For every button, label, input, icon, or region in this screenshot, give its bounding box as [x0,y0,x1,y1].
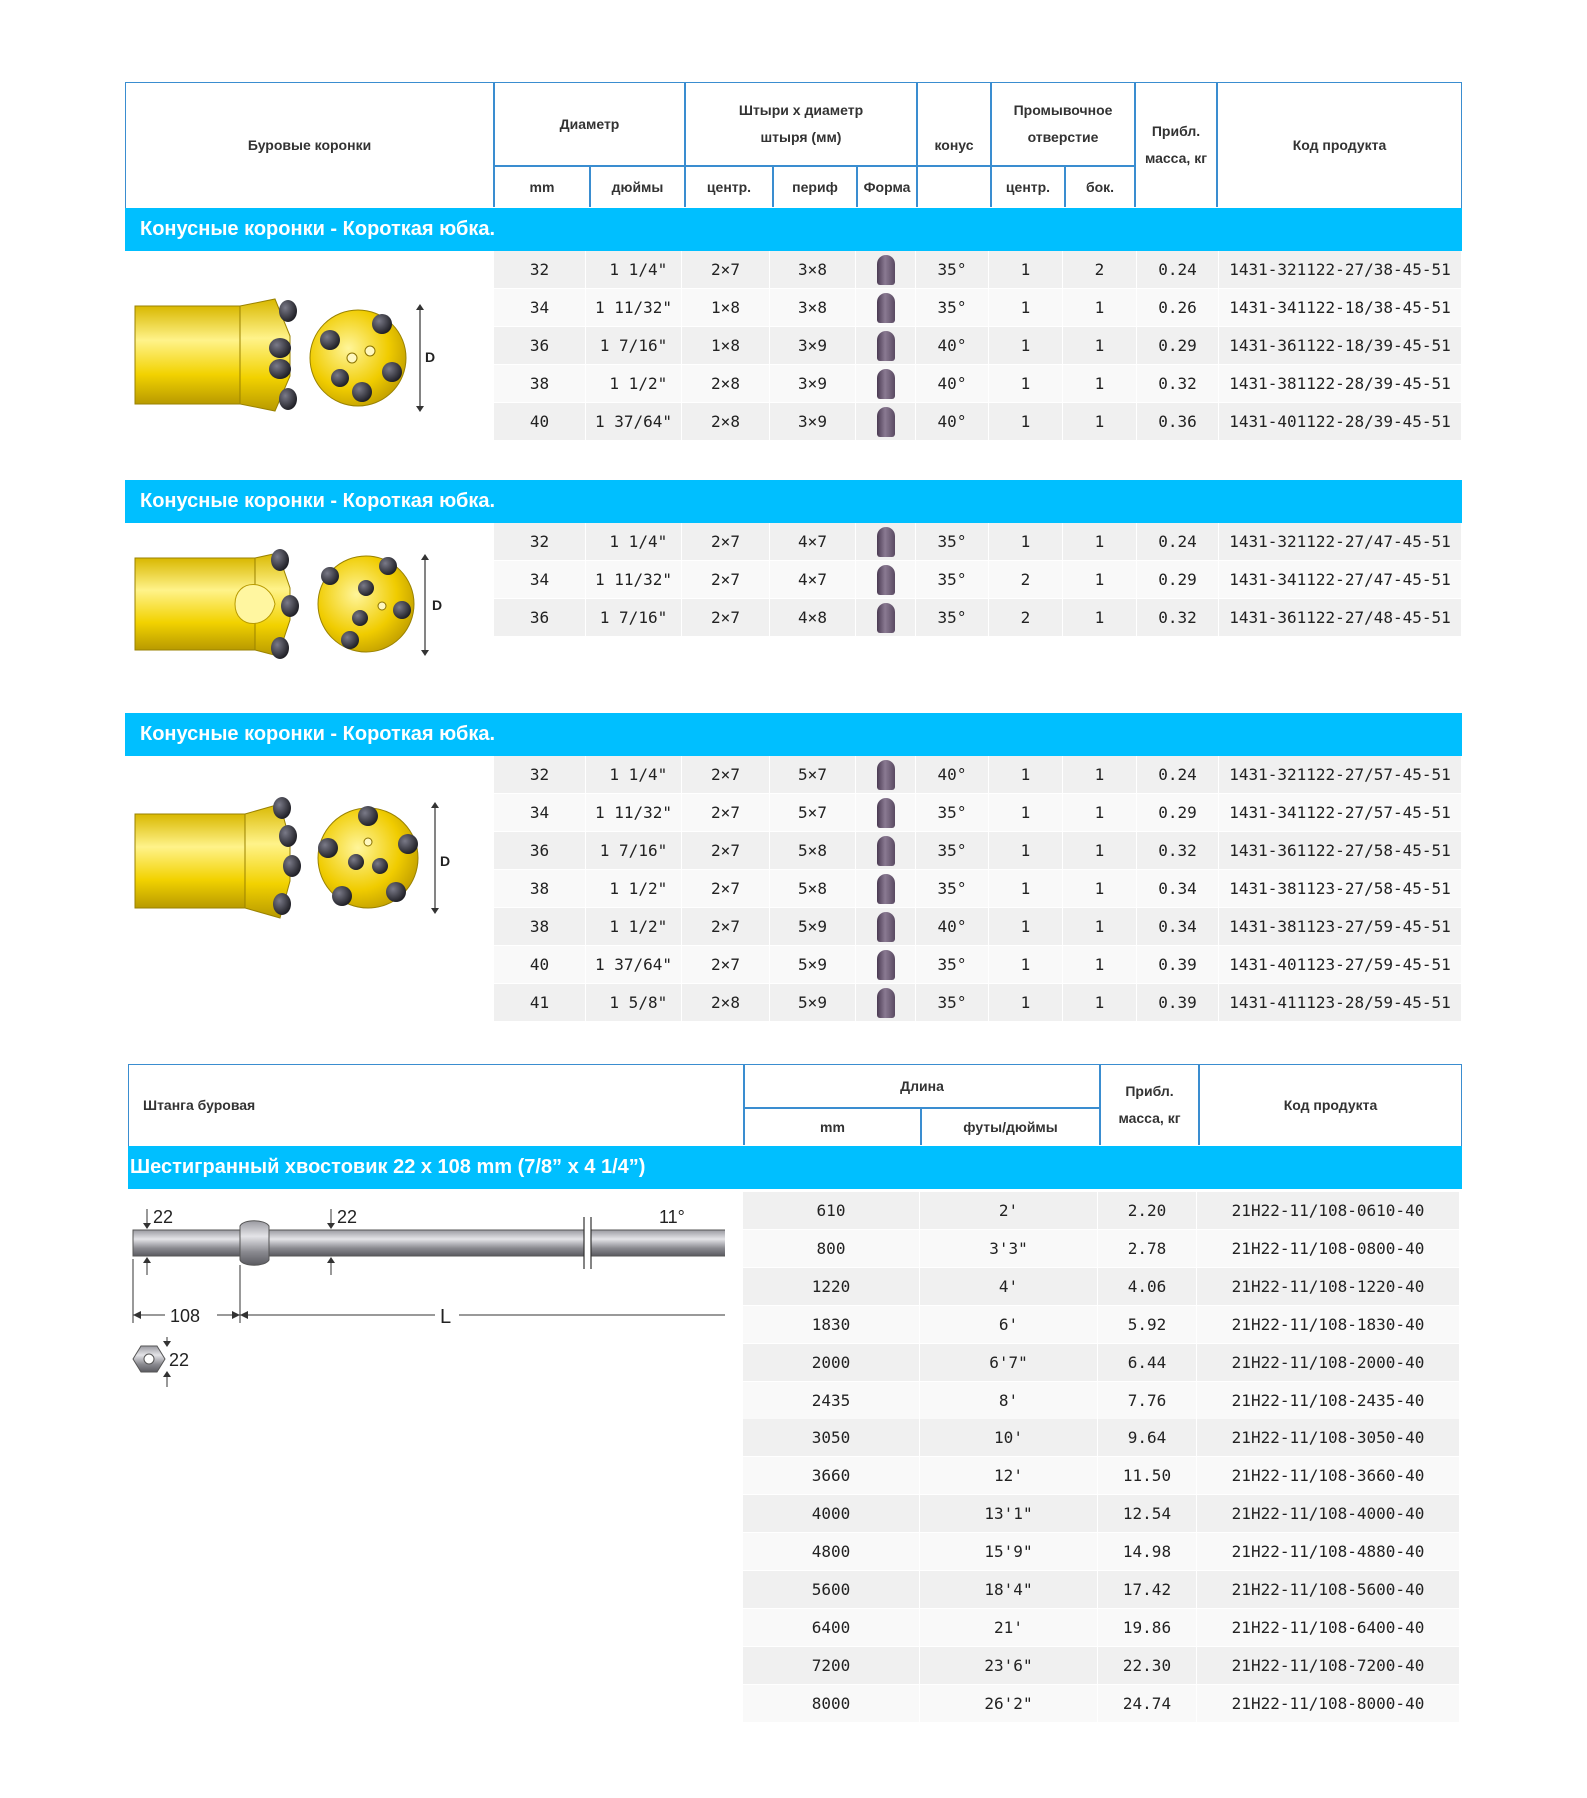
bit-cell: 1 [989,908,1063,945]
bit-cell: 5×7 [770,794,856,831]
bit-cell: 4×7 [770,523,856,560]
weight-header: Прибл. масса, кг [1144,123,1208,166]
bit-cell: 1 1/4" [586,523,682,560]
bit-row [494,908,1462,945]
rod-cell: 6'7" [920,1344,1098,1381]
bit-cell: 1 [989,403,1063,440]
rod-cell: 21H22-11/108-1220-40 [1197,1268,1460,1305]
bit-cell: 35° [916,251,989,288]
button-shape-cell [856,289,916,326]
bit-cell: 1 [989,794,1063,831]
rod-section-bar [128,1146,1462,1189]
rod-row [743,1306,1460,1343]
bit-cell: 40 [494,946,586,983]
bit-cell: 1 [1063,756,1137,793]
bit-cell: 2×8 [682,365,770,402]
section-title-3: Конусные коронки - Короткая юбка. [140,723,496,745]
rod-cell: 10' [920,1419,1098,1456]
bit-cell: 36 [494,327,586,364]
bit-cell: 2×8 [682,984,770,1021]
bit-cell: 3×8 [770,251,856,288]
bit-cell: 35° [916,946,989,983]
rod-row [743,1268,1460,1305]
bit-cell: 35° [916,289,989,326]
bit-cell: 40° [916,756,989,793]
length-header: Длина [900,1077,944,1094]
rod-cell: 800 [743,1230,920,1267]
rod-row [743,1382,1460,1419]
rod-diagram [125,1195,725,1395]
bit-cell: 1 [989,289,1063,326]
bit-cell: 1431-401122-28/39-45-51 [1219,403,1462,440]
diameter-label-2: D [432,597,443,613]
button-shape-icon [877,255,895,285]
bit-row [494,794,1462,831]
bit-cell: 2 [1063,251,1137,288]
bit-cell: 1 [1063,523,1137,560]
bit-illustration-3 [130,796,450,926]
rod-title: Штанга буровая [143,1096,256,1113]
bit-cell: 41 [494,984,586,1021]
bit-cell: 1431-361122-27/58-45-51 [1219,832,1462,869]
button-shape-cell [856,327,916,364]
bit-cell: 2×7 [682,251,770,288]
bit-cell: 32 [494,251,586,288]
diameter-label-1: D [425,349,436,365]
bit-cell: 0.24 [1137,756,1219,793]
rod-row [743,1495,1460,1532]
bit-cell: 38 [494,365,586,402]
rod-dim-2: 22 [337,1207,358,1227]
buttons-header: Штыри x диаметр штыря (мм) [738,102,864,145]
bit-cell: 1 5/8" [586,984,682,1021]
rod-cell: 21H22-11/108-1830-40 [1197,1306,1460,1343]
rod-cell: 21' [920,1609,1098,1646]
bit-cell: 1 [989,832,1063,869]
bit-cell: 1 [989,870,1063,907]
bit-cell: 2×7 [682,832,770,869]
bits-title-text: Буровые коронки [247,136,372,153]
bit-cell: 0.29 [1137,327,1219,364]
rod-cell: 7.76 [1098,1382,1197,1419]
rod-cell: 12' [920,1457,1098,1494]
bit-cell: 1 [989,946,1063,983]
button-shape-cell [856,561,916,598]
rod-cell: 23'6" [920,1647,1098,1684]
bit-cell: 1 11/32" [586,561,682,598]
rod-cell: 21H22-11/108-3050-40 [1197,1419,1460,1456]
section-title-2: Конусные коронки - Короткая юбка. [140,490,496,512]
rod-cell: 3660 [743,1457,920,1494]
rod-cell: 21H22-11/108-4880-40 [1197,1533,1460,1570]
bit-cell: 2×7 [682,756,770,793]
button-shape-icon [877,369,895,399]
bit-cell: 0.39 [1137,984,1219,1021]
bit-cell: 35° [916,523,989,560]
bit-cell: 0.32 [1137,599,1219,636]
rod-cell: 8000 [743,1685,920,1722]
bit-cell: 5×9 [770,908,856,945]
bit-cell: 2 [989,599,1063,636]
button-shape-icon [877,912,895,942]
rod-cell: 18'4" [920,1571,1098,1608]
bit-cell: 1 1/2" [586,908,682,945]
bit-cell: 40° [916,403,989,440]
bit-cell: 0.36 [1137,403,1219,440]
rod-cell: 610 [743,1192,920,1229]
rod-cell: 24.74 [1098,1685,1197,1722]
rod-mm-header: mm [820,1118,845,1135]
bit-cell: 38 [494,908,586,945]
bit-cell: 1431-321122-27/57-45-51 [1219,756,1462,793]
button-shape-cell [856,832,916,869]
bit-cell: 35° [916,561,989,598]
bit-cell: 3×9 [770,365,856,402]
flushing-header: Промывочное отверстие [1013,102,1113,145]
bit-cell: 1 [1063,946,1137,983]
rod-row [743,1230,1460,1267]
button-shape-cell [856,870,916,907]
rod-cell: 2000 [743,1344,920,1381]
flush-side-header: бок. [1085,178,1115,195]
rod-cell: 6.44 [1098,1344,1197,1381]
button-shape-cell [856,365,916,402]
bit-cell: 40° [916,327,989,364]
button-shape-cell [856,908,916,945]
bit-cell: 38 [494,870,586,907]
rod-cell: 9.64 [1098,1419,1197,1456]
bit-cell: 1431-361122-27/48-45-51 [1219,599,1462,636]
rod-cell: 21H22-11/108-2435-40 [1197,1382,1460,1419]
rod-cell: 4' [920,1268,1098,1305]
rod-cell: 21H22-11/108-2000-40 [1197,1344,1460,1381]
rod-cell: 5.92 [1098,1306,1197,1343]
rod-cell: 4800 [743,1533,920,1570]
bit-cell: 34 [494,561,586,598]
rod-cell: 22.30 [1098,1647,1197,1684]
bit-cell: 2×7 [682,523,770,560]
angle-label: 11° [659,1207,685,1227]
bit-cell: 0.39 [1137,946,1219,983]
bit-row [494,365,1462,402]
bit-row [494,984,1462,1021]
rod-cell: 5600 [743,1571,920,1608]
bit-cell: 1 1/2" [586,365,682,402]
bit-cell: 2 [989,561,1063,598]
rod-row [743,1647,1460,1684]
rod-cell: 6' [920,1306,1098,1343]
bit-cell: 32 [494,523,586,560]
bit-cell: 1 [1063,908,1137,945]
bit-cell: 0.24 [1137,523,1219,560]
shank-length-label: 108 [170,1306,201,1326]
button-shape-cell [856,756,916,793]
bit-cell: 1 [989,251,1063,288]
rod-cell: 19.86 [1098,1609,1197,1646]
bit-cell: 1431-341122-18/38-45-51 [1219,289,1462,326]
periph-header: периф [792,178,838,195]
bit-cell: 1431-381123-27/58-45-51 [1219,870,1462,907]
rod-cell: 2.78 [1098,1230,1197,1267]
rod-cell: 21H22-11/108-5600-40 [1197,1571,1460,1608]
bit-cell: 1 37/64" [586,403,682,440]
bit-cell: 1 [1063,984,1137,1021]
bit-row [494,523,1462,560]
rod-cell: 2435 [743,1382,920,1419]
rod-cell: 14.98 [1098,1533,1197,1570]
bit-cell: 1 [1063,403,1137,440]
rod-row [743,1571,1460,1608]
button-shape-icon [877,527,895,557]
bit-cell: 5×9 [770,984,856,1021]
button-shape-icon [877,836,895,866]
section-bar-3 [125,713,1462,756]
bit-cell: 1431-361122-18/39-45-51 [1219,327,1462,364]
bit-row [494,599,1462,636]
bit-cell: 32 [494,756,586,793]
rod-cell: 11.50 [1098,1457,1197,1494]
bit-cell: 4×8 [770,599,856,636]
button-shape-cell [856,251,916,288]
rod-length-label: L [440,1306,452,1328]
flush-center-header: центр. [1005,178,1051,195]
rod-cell: 7200 [743,1647,920,1684]
button-shape-cell [856,946,916,983]
button-shape-cell [856,403,916,440]
rod-cell: 21H22-11/108-0800-40 [1197,1230,1460,1267]
inches-header: дюймы [611,178,664,195]
rod-cell: 3050 [743,1419,920,1456]
button-shape-icon [877,798,895,828]
section-bar-1 [125,208,1462,251]
rod-cell: 6400 [743,1609,920,1646]
bit-cell: 1431-341122-27/47-45-51 [1219,561,1462,598]
bit-row [494,946,1462,983]
bit-cell: 1431-341122-27/57-45-51 [1219,794,1462,831]
bit-cell: 1 [1063,870,1137,907]
bit-cell: 1 [989,523,1063,560]
bit-illustration-2 [130,548,450,668]
button-shape-cell [856,794,916,831]
section-title-1: Конусные коронки - Короткая юбка. [140,218,496,240]
bit-cell: 1×8 [682,289,770,326]
rod-cell: 2' [920,1192,1098,1229]
button-shape-icon [877,565,895,595]
bit-cell: 1 11/32" [586,794,682,831]
bit-cell: 2×7 [682,870,770,907]
bit-cell: 1 [989,327,1063,364]
bit-cell: 1431-401123-27/59-45-51 [1219,946,1462,983]
bit-cell: 1 [1063,832,1137,869]
bit-cell: 35° [916,599,989,636]
rod-cell: 21H22-11/108-6400-40 [1197,1609,1460,1646]
bit-row [494,832,1462,869]
bit-cell: 0.26 [1137,289,1219,326]
bit-cell: 2×8 [682,403,770,440]
bit-cell: 35° [916,984,989,1021]
rod-code-header: Код продукта [1283,1096,1378,1113]
bit-illustration-1 [130,296,450,426]
bit-cell: 0.32 [1137,365,1219,402]
mm-header: mm [529,178,555,195]
shape-header: Форма [863,178,911,195]
bit-cell: 4×7 [770,561,856,598]
rod-row [743,1419,1460,1456]
bit-cell: 35° [916,794,989,831]
bit-cell: 2×7 [682,946,770,983]
rod-cell: 15'9" [920,1533,1098,1570]
bit-cell: 5×8 [770,870,856,907]
bit-cell: 35° [916,832,989,869]
bit-cell: 1 7/16" [586,599,682,636]
bit-row [494,251,1462,288]
bit-cell: 1 7/16" [586,832,682,869]
rod-cell: 21H22-11/108-3660-40 [1197,1457,1460,1494]
bit-cell: 0.34 [1137,870,1219,907]
taper-header: конус [934,136,974,153]
rod-header [128,1064,1462,1146]
bit-cell: 2×7 [682,561,770,598]
rod-cell: 21H22-11/108-8000-40 [1197,1685,1460,1722]
rod-cell: 12.54 [1098,1495,1197,1532]
bit-cell: 1431-381123-27/59-45-51 [1219,908,1462,945]
bit-cell: 0.24 [1137,251,1219,288]
bit-cell: 5×8 [770,832,856,869]
rod-feet-header: футы/дюймы [963,1118,1058,1135]
bit-cell: 36 [494,599,586,636]
bit-cell: 40 [494,403,586,440]
button-shape-cell [856,599,916,636]
rod-row [743,1457,1460,1494]
section-bar-2 [125,480,1462,523]
bit-cell: 3×8 [770,289,856,326]
button-shape-icon [877,331,895,361]
rod-cell: 3'3" [920,1230,1098,1267]
bit-cell: 35° [916,870,989,907]
bit-cell: 3×9 [770,403,856,440]
rod-row [743,1533,1460,1570]
rod-cell: 17.42 [1098,1571,1197,1608]
bit-cell: 1431-411123-28/59-45-51 [1219,984,1462,1021]
rod-cell: 21H22-11/108-0610-40 [1197,1192,1460,1229]
button-shape-icon [877,293,895,323]
center-header: центр. [706,178,752,195]
rod-cell: 2.20 [1098,1192,1197,1229]
hex-size-label: 22 [169,1350,190,1370]
bit-cell: 1 [1063,599,1137,636]
bit-row [494,327,1462,364]
bit-cell: 1×8 [682,327,770,364]
bit-cell: 0.29 [1137,794,1219,831]
rod-cell: 1830 [743,1306,920,1343]
bit-cell: 40° [916,908,989,945]
bit-cell: 2×7 [682,794,770,831]
bit-cell: 1 [1063,365,1137,402]
rod-row [743,1192,1460,1229]
bits-title [126,83,493,207]
bit-row [494,870,1462,907]
rod-row [743,1609,1460,1646]
rod-row [743,1685,1460,1722]
bit-row [494,561,1462,598]
bit-cell: 1431-381122-28/39-45-51 [1219,365,1462,402]
bit-row [494,403,1462,440]
button-shape-icon [877,760,895,790]
bit-row [494,756,1462,793]
bit-cell: 1 1/2" [586,870,682,907]
bit-cell: 40° [916,365,989,402]
bits-header [125,82,1462,208]
bit-cell: 5×7 [770,756,856,793]
diameter-label-3: D [440,853,450,869]
bit-cell: 3×9 [770,327,856,364]
rod-cell: 4.06 [1098,1268,1197,1305]
rod-section-title: Шестигранный хвостовик 22 x 108 mm (7/8” x 4 1/4”) [130,1156,646,1178]
rod-row [743,1344,1460,1381]
rod-cell: 8' [920,1382,1098,1419]
bit-cell: 1 [989,365,1063,402]
bit-cell: 34 [494,794,586,831]
rod-cell: 13'1" [920,1495,1098,1532]
button-shape-icon [877,874,895,904]
bit-cell: 1431-321122-27/38-45-51 [1219,251,1462,288]
bit-cell: 34 [494,289,586,326]
bit-cell: 1431-321122-27/47-45-51 [1219,523,1462,560]
hex-dim-1: 22 [153,1207,174,1227]
rod-cell: 21H22-11/108-7200-40 [1197,1647,1460,1684]
bit-cell: 0.32 [1137,832,1219,869]
code-header: Код продукта [1292,136,1387,153]
bit-cell: 1 37/64" [586,946,682,983]
bit-cell: 1 11/32" [586,289,682,326]
button-shape-cell [856,984,916,1021]
bit-cell: 1 [1063,327,1137,364]
button-shape-icon [877,603,895,633]
rod-cell: 1220 [743,1268,920,1305]
bit-cell: 0.34 [1137,908,1219,945]
bit-cell: 5×9 [770,946,856,983]
bit-cell: 1 [989,756,1063,793]
bit-cell: 2×7 [682,908,770,945]
rod-cell: 21H22-11/108-4000-40 [1197,1495,1460,1532]
bit-cell: 2×7 [682,599,770,636]
diameter-header: Диаметр [559,115,620,132]
rod-cell: 4000 [743,1495,920,1532]
button-shape-icon [877,988,895,1018]
bit-cell: 1 1/4" [586,756,682,793]
button-shape-cell [856,523,916,560]
bit-cell: 0.29 [1137,561,1219,598]
rod-weight-header: Прибл. масса, кг [1118,1083,1181,1126]
bit-cell: 1 [989,984,1063,1021]
bit-cell: 1 [1063,561,1137,598]
bit-cell: 1 [1063,794,1137,831]
bit-cell: 1 [1063,289,1137,326]
bit-cell: 1 1/4" [586,251,682,288]
bit-row [494,289,1462,326]
bit-cell: 1 7/16" [586,327,682,364]
button-shape-icon [877,407,895,437]
bit-cell: 36 [494,832,586,869]
rod-cell: 26'2" [920,1685,1098,1722]
button-shape-icon [877,950,895,980]
